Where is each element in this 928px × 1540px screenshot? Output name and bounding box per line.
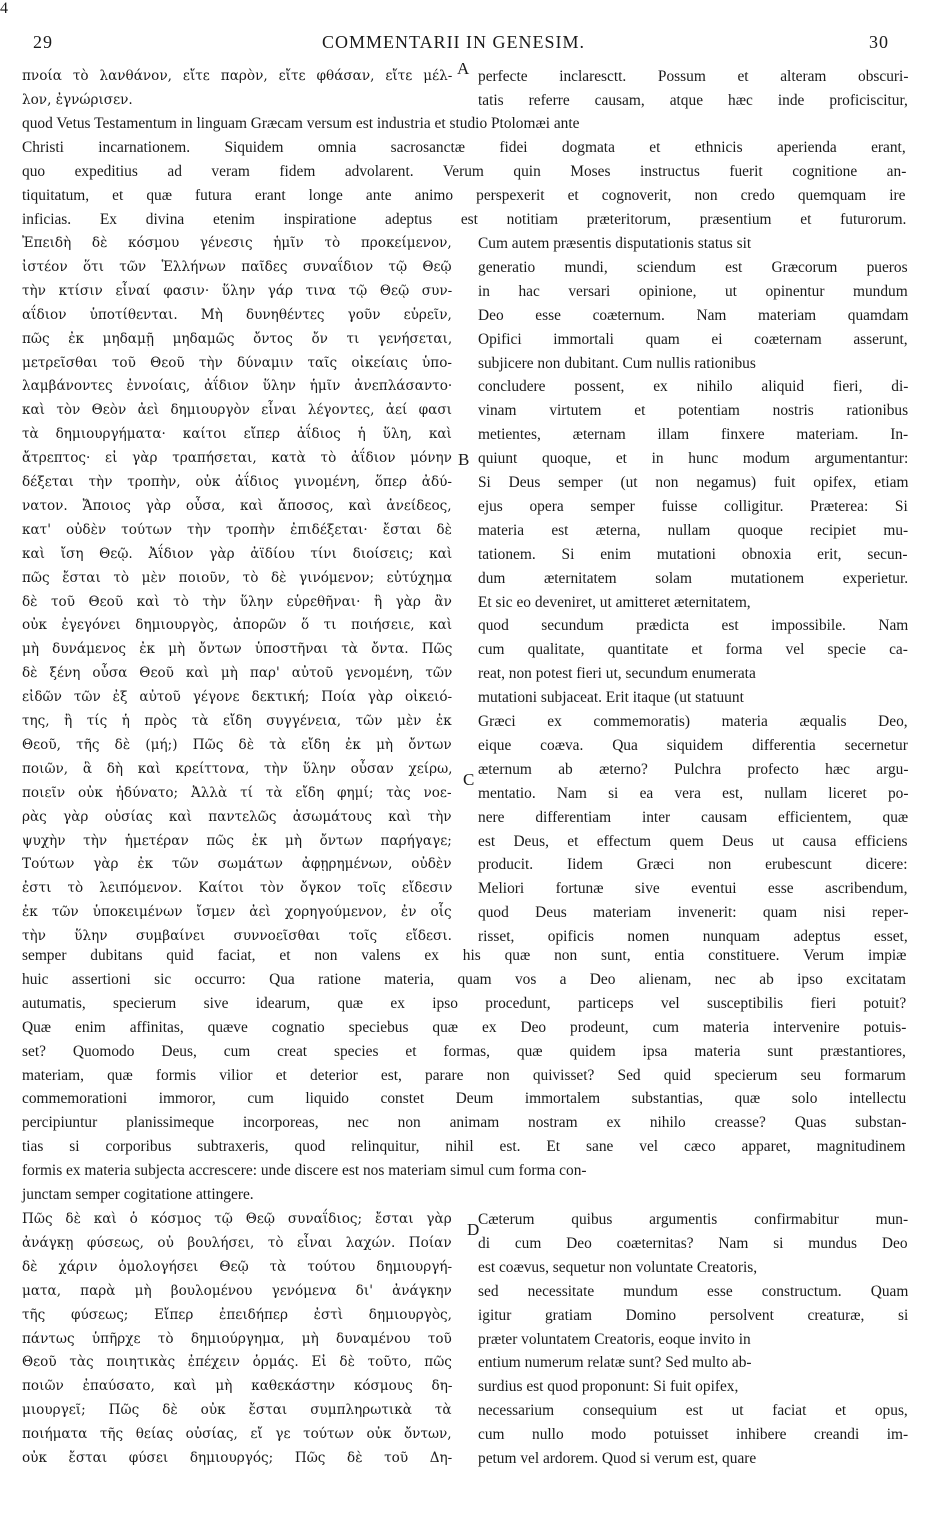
section2-greek-line: Θεοῦ τὰς ποιητικὰς ἐπέχειν ὁρμάς. Εἰ δὲ τοῦτο, πῶς bbox=[22, 1354, 452, 1371]
section1-latin-line: mentatio. Nam si ea vera est, nullam liceret po- bbox=[478, 784, 909, 802]
section1-latin-line: æternum ab æterno? Pulchra profecto hæc argu- bbox=[478, 760, 909, 778]
section1-greek-line: ψυχὴν τὴν ἡμετέραν πῶς ἐκ μὴ ὄντων παρήγαγε; bbox=[22, 832, 452, 849]
section1-greek-line: μετρεῖσθαι τοῦ Θεοῦ τὴν δύναμιν ταῖς οἰκείαις ὑπο- bbox=[22, 354, 452, 371]
section1-latin-line: Si Deus semper (ut non negamus) fuit opifex, etiam bbox=[478, 474, 909, 491]
section1-latin-full-line: autumatis, specierum sive idearum, quæ ex ipso procedunt, particeps vel susceptibilis fieri potuit? bbox=[22, 994, 907, 1012]
section2-greek-line: πάντως ὑπῆρχε τὸ δημιούργημα, μὴ δυναμένου τοῦ bbox=[22, 1330, 452, 1347]
section2-greek-line: ἀνάγκῃ φύσεως, οὐ βουλήσει, τὸ εἶναι λαχών. Ποίαν bbox=[22, 1234, 452, 1251]
section2-latin-line: Cæterum quibus argumentis confirmabitur mun- bbox=[478, 1211, 909, 1228]
section1-latin-line: mutationi subjaceat. Erit itaque (ut statuunt bbox=[478, 689, 744, 707]
section1-greek-line: Θεοῦ, τῆς δὲ (μή;) Πῶς δὲ τὰ εἴδη ἐκ μὴ ὄντων bbox=[22, 736, 452, 753]
section1-greek-line: καὶ ἴση Θεῷ. Ἀΐδιον γὰρ ἀϊδίου τίνι διοίσεις; καὶ bbox=[22, 545, 453, 562]
intro-greek-line: πνοία τὸ λανθάνον, εἴτε παρὸν, εἴτε φθάσαν, εἴτε μέλ- bbox=[22, 68, 453, 84]
section1-latin-line: Et sic eo deveniret, ut amitteret æternitatem, bbox=[478, 593, 751, 611]
section1-latin-full-line: commemorationi immoror, cum liquido constet Deum immortalem substantias, quæ solo intellectu bbox=[22, 1090, 907, 1108]
section2-greek-line: ποιήματα τῆς θείας οὐσίας, εἴ γε τούτων οὐκ ὄντων, bbox=[22, 1426, 452, 1443]
section1-latin-line: quod secundum prædicta est impossibile. Nam bbox=[478, 617, 909, 635]
section1-latin-line: quod Deus materiam invenerit: quam nisi reper- bbox=[478, 904, 909, 922]
section1-greek-line: εἰδῶν τῶν ἐξ αὐτοῦ γέγονε δεκτική; Ποία γὰρ οἰκειό- bbox=[22, 689, 453, 706]
section1-latin-line: concludere possent, ex nihilo aliquid fieri, di- bbox=[478, 378, 909, 396]
section1-greek-line: δὲ τοῦ Θεοῦ καὶ τὸ τὴν ὕλην εὑρεθῆναι· ἣ γὰρ ἂν bbox=[22, 593, 452, 610]
section2-latin-line: præter voluntatem Creatoris, eoque invito in bbox=[478, 1330, 751, 1348]
section1-latin-full-line: semper dubitans quid faciat, et non valens ex his quæ non sunt, entia constituere. Verum impiæ bbox=[22, 947, 907, 964]
margin-marker-b: B bbox=[458, 450, 470, 469]
section1-greek-line: πῶς ἔσται τὸ μὲν ποιοῦν, τὸ δὲ γινόμενον; εὐτύχημα bbox=[22, 569, 453, 586]
section1-latin-line: risset, opificis nomen nunquam adeptus esset, bbox=[478, 928, 908, 946]
section1-latin-full-line: set? Quomodo Deus, cum creat species et formas, quæ quidem ipsa materia sunt præstantiores, bbox=[22, 1042, 906, 1060]
section2-latin-line: entium numerum relatæ sunt? Sed multo ab- bbox=[478, 1354, 752, 1372]
section1-latin-line: Opifici immortali quam ei coæternam asserunt, bbox=[478, 330, 908, 348]
section1-greek-line: Τούτων γὰρ ἐκ τῶν σωμάτων ἀφῃρημένων, οὐδὲν bbox=[22, 856, 452, 873]
section1-latin-line: reat, non potest fieri ut, secundum enumerata bbox=[478, 665, 756, 683]
section2-latin-line: sed necessitate mundum esse constructum. Quam bbox=[478, 1282, 909, 1300]
book-page: 29 COMMENTARII IN GENESIM. 30 A B C D 4 πνοία τὸ λανθάνον, εἴτε παρὸν, εἴτε φθάσαν, εἴτε μέλ- λον, ἐγνώρισεν. perfecte inclaresctt. Possum et alteram obscuri- tatis referre causam, atque hæc inde proficiscitur, quod Vetus Testamentum in linguam Græcam versum est industria et studio Ptolomæi ante Christi incarnationem. Siquidem omnia sacrosanctæ fidei dogmata et ethnicis aperienda erant, quo expeditius ad veram fidem advolarent. Verum quin Moses instructus fuerit cognitione an- tiquitatum, et quæ futura erant longe ante animo perspexerit et cognoverit, non credo quemquam ire inficias. Ex divina etenim inspiratione adeptus est notitiam præteritorum, præsentium et futurorum. Ἐπειδὴ δὲ κόσμου γένεσις ἡμῖν τὸ προκείμενον, ἰστέον ὅτι τῶν Ἑλλήνων παῖδες συναΐδιον τῷ Θεῷ τὴν κτίσιν εἶναί φασιν· ὕλην γάρ τινα τῷ Θεῷ συν- αΐδιον ὑποτίθενται. Μὴ δυνηθέντες γοῦν εὑρεῖν, πῶς ἐκ μηδαμῇ μηδαμῶς ὄντος ὄν τι γενήσεται, μετρεῖσθαι τοῦ Θεοῦ τὴν δύναμιν ταῖς οἰκείαις ὑπο- λαμβάνοντες ἐννοίαις, ἀΐδιον ὕλην ἡμῖν ἀνεπλάσαντο· καὶ τὸν Θεὸν ἀεὶ δημιουργὸν εἶναι λέγοντες, ἀεί φασι τὰ δημιουργήματα· καίτοι εἴπερ ἀΐδιος ἡ ὕλη, καὶ ἄτρεπτος· εἰ γὰρ τραπήσεται, κατὰ τὸ ἀΐδιον μόνην δέξεται τὴν τροπὴν, οὐκ ἀΐδιος γινομένη, ὅπερ ἀδύ- νατον. Ἄποιος γὰρ οὖσα, καὶ ἄποσος, καὶ ἀνείδεος, κατ' οὐδὲν τούτων τὴν τροπὴν ἐπιδέξεται· ἔσται δὲ καὶ ἴση Θεῷ. Ἀΐδιον γὰρ ἀϊδίου τίνι διοίσεις; καὶ πῶς ἔσται τὸ μὲν ποιοῦν, τὸ δὲ γινόμενον; εὐτύχημα δὲ τοῦ Θεοῦ καὶ τὸ τὴν ὕλην εὑρεθῆναι· ἣ γὰρ ἂν οὐκ ἐγεγόνει δημιουργὸς, ἀπορῶν ὅ τι ποιήσειε, καὶ μὴ δυνάμενος ἐκ μὴ ὄντων ὑποστῆναι τὰ ὄντα. Πῶς δὲ ξένη οὖσα Θεοῦ καὶ μὴ παρ' αὐτοῦ γενομένη, τῶν εἰδῶν τῶν ἐξ αὐτοῦ γέγονε δεκτική; Ποία γὰρ οἰκειό- της, ἢ τίς ἡ πρὸς τὰ εἴδη συγγένεια, τῶν μὲν ἐκ Θεοῦ, τῆς δὲ (μή;) Πῶς δὲ τὰ εἴδη ἐκ μὴ ὄντων ποιῶν, ἃ δὴ καὶ κρείττονα, τὴν ὕλην οὖσαν χείρω, ποιεῖν οὐκ ἠδύνατο; Ἀλλὰ τί τὰ εἴδη φημί; τὰς νοε- ρὰς γὰρ οὐσίας καὶ παντελῶς ἀσωμάτους καὶ τὴν ψυχὴν τὴν ἡμετέραν πῶς ἐκ μὴ ὄντων παρήγαγε; Τούτων γὰρ ἐκ τῶν σωμάτων ἀφῃρημένων, οὐδὲν ἐστι τὸ λειπόμενον. Καίτοι τὸν ὄγκον τοῖς εἴδεσιν ἐκ τῶν ὑποκειμένων ἴσμεν ἀεὶ χορηγούμενον, ἐν οἷς τὴν ὕλην συμβαίνει συννοεῖσθαι τοῖς εἴδεσι. Cum autem præsentis disputationis status sit generatio mundi, sciendum est Græcorum pueros in hac versari opinione, ut opinentur mundum Deo esse coæternum. Nam materiam quamdam Opifici immortali quam ei coæternam asserunt, subjicere non dubitant. Cum nullis rationibus concludere possent, ex nihilo aliquid fieri, di- vinam virtutem et potentiam nostris rationibus metientes, æternam illam finxere materiam. In- quiunt quoque, et in hunc modum argumentantur: Si Deus semper (ut non negamus) fuit opifex, etiam ejus opera semper fuisse colligitur. Præterea: Si materia est æterna, nullam quoque recipiet mu- tationem. Si enim mutationi obnoxia erit, secun- dum æternitatem solam mutationem experietur. Et sic eo deveniret, ut amitteret æternitatem, quod secundum prædicta est impossibile. Nam cum qualitate, quantitate et forma vel specie ca- reat, non potest fieri ut, secundum enumerata mutationi subjaceat. Erit itaque (ut statuunt Græci ex commemoratis) materia æqualis Deo, eique coæva. Qua siquidem differentia secernetur æternum ab æterno? Pulchra profecto hæc argu- mentatio. Nam si ea vera est, nullam liceret po- nere differentiam inter causam efficientem, quæ est Deus, et effectum quem Deus ut causa efficiens producit. Iidem Græci non erubescunt dicere: Meliori fortunæ sive eventui esse ascribendum, quod Deus materiam invenerit: quam nisi reper- risset, opificis nomen nunquam adeptus esset, semper dubitans quid faciat, et non valens ex his quæ non sunt, entia constituere. Verum impiæ huic assertioni sic occurro: Qua ratione materia, quam vos a Deo alienam, nec ab ipso excitatam autumatis, specierum sive idearum, quæ ex ipso procedunt, particeps vel susceptibilis fieri potuit? Quæ enim affinitas, quæve cognatio speciebus quæ ex Deo prodeunt, cum materia intervenire potuis- set? Quomodo Deus, cum creat species et formas, quæ quidem ipsa materia sunt præstantiores, materiam, quæ formis vilior et deterior est, parare non quivisset? Sed quid specierum seu formarum commemorationi immoror, cum liquido constet Deum immortalem substantias, quæ solo intellectu percipiuntur planissimeque incorporeas, nec non animam nostram ex nihilo creasse? Quas substan- tias si corporibus subtraxeris, quod relinquitur, nihil est. Et sane vel cæco apparet, magnitudinem formis ex materia subjecta accrescere: unde discere est nos materiam simul cum forma con- junctam semper cogitatione attingere. Πῶς δὲ καὶ ὁ κόσμος τῷ Θεῷ συναΐδιος; ἔσται γὰρ ἀνάγκῃ φύσεως, οὐ βουλήσει, τὸ εἶναι λαχών. Ποίαν δὲ χάριν ὁμολογήσει Θεῷ τὰ τούτου δημιουργή- ματα, παρὰ μὴ βουλομένου γενόμενα δι' ἀνάγκην τῆς φύσεως; Εἴπερ ἐπειδήπερ ἐστὶ δημιουργὸς, πάντως ὑπῆρχε τὸ δημιούργημα, μὴ δυναμένου τοῦ Θεοῦ τὰς ποιητικὰς ἐπέχειν ὁρμάς. Εἰ δὲ τοῦτο, πῶς ποιῶν ἐπαύσατο, καὶ μὴ καθεκάστην κόσμους δη- μιουργεῖ; Πῶς δὲ οὐκ ἔσται συμπληρωτικὰ τὰ ποιήματα τῆς θείας οὐσίας, εἴ γε τούτων οὐκ ὄντων, οὐκ ἔσται φύσει δημιουργός; Πῶς δὲ τοῦ Δη- Cæterum quibus argumentis confirmabitur mun- di cum Deo coæternitas? Nam si mundus Deo est coævus, sequetur non voluntate Creatoris, sed necessitate mundum esse constructum. Quam igitur gratiam Domino persolvent creaturæ, si præter voluntatem Creatoris, eoque invito in entium numerum relatæ sunt? Sed multo ab- surdius est quod proponunt: Si fuit opifex, necessarium consequium est ut faciat et opus, cum nullo modo potuisset inhibere creandi im- petum vel ardorem. Quod si verum est, quare bbox=[0, 0, 928, 1540]
section1-latin-line: ejus opera semper fuisse colligitur. Præterea: Si bbox=[478, 497, 908, 515]
section1-latin-full-line: junctam semper cogitatione attingere. bbox=[22, 1186, 254, 1203]
margin-marker-a: A bbox=[457, 59, 470, 78]
intro-greek-line: λον, ἐγνώρισεν. bbox=[22, 91, 133, 108]
section1-greek-line: οὐκ ἐγεγόνει δημιουργὸς, ἀπορῶν ὅ τι ποιήσειε, καὶ bbox=[22, 617, 453, 634]
intro-latin-line: perfecte inclaresctt. Possum et alteram obscuri- bbox=[478, 68, 909, 85]
section1-latin-line: vinam virtutem et potentiam nostris rationibus bbox=[478, 402, 909, 420]
section1-latin-line: tationem. Si enim mutationi obnoxia erit, secun- bbox=[478, 545, 908, 563]
section1-greek-line: δέξεται τὴν τροπὴν, οὐκ ἀΐδιος γινομένη, ὅπερ ἀδύ- bbox=[22, 474, 452, 490]
left-page-number: 29 bbox=[33, 32, 53, 52]
intro-latin-full-line: quo expeditius ad veram fidem advolarent. Verum quin Moses instructus fuerit cognitione an- bbox=[22, 162, 907, 180]
running-title: COMMENTARII IN GENESIM. bbox=[322, 32, 586, 52]
section1-greek-line: ἐστι τὸ λειπόμενον. Καίτοι τὸν ὄγκον τοῖς εἴδεσιν bbox=[22, 880, 453, 897]
section1-greek-line: τὰ δημιουργήματα· καίτοι εἴπερ ἀΐδιος ἡ ὕλη, καὶ bbox=[22, 426, 452, 443]
section1-greek-line: καὶ τὸν Θεὸν ἀεὶ δημιουργὸν εἶναι λέγοντες, ἀεί φασι bbox=[22, 402, 452, 419]
section1-latin-full-line: materiam, quæ formis vilior et deterior est, parare non quivisset? Sed quid specierum seu formarum bbox=[22, 1066, 906, 1084]
section1-greek-line: λαμβάνοντες ἐννοίαις, ἀΐδιον ὕλην ἡμῖν ἀνεπλάσαντο· bbox=[22, 378, 453, 395]
section1-greek-line: κατ' οὐδὲν τούτων τὴν τροπὴν ἐπιδέξεται· ἔσται δὲ bbox=[22, 521, 452, 538]
margin-marker-d: D bbox=[467, 1220, 480, 1239]
section2-latin-line: igitur gratiam Domino persolvent creaturæ, si bbox=[478, 1306, 909, 1324]
section2-greek-line: οὐκ ἔσται φύσει δημιουργός; Πῶς δὲ τοῦ Δη- bbox=[22, 1450, 453, 1466]
section1-greek-line: ποιεῖν οὐκ ἠδύνατο; Ἀλλὰ τί τὰ εἴδη φημί; τὰς νοε- bbox=[22, 784, 452, 801]
section1-latin-line: producit. Iidem Græci non erubescunt dicere: bbox=[478, 856, 908, 874]
section1-greek-line: ἐκ τῶν ὑποκειμένων ἴσμεν ἀεὶ χορηγούμενον, ἐν οἷς bbox=[22, 904, 452, 921]
section2-latin-line: petum vel ardorem. Quod si verum est, quare bbox=[478, 1450, 757, 1467]
intro-latin-full-line: tiquitatum, et quæ futura erant longe ante animo perspexerit et cognoverit, non credo quemquam ire bbox=[22, 186, 906, 204]
section1-greek-line: τὴν κτίσιν εἶναί φασιν· ὕλην γάρ τινα τῷ Θεῷ συν- bbox=[22, 282, 453, 299]
section1-latin-full-line: percipiuntur planissimeque incorporeas, nec non animam nostram ex nihilo creasse? Quas substan- bbox=[22, 1114, 907, 1132]
section1-latin-line: Cum autem præsentis disputationis status sit bbox=[478, 235, 752, 252]
right-page-number: 30 bbox=[869, 32, 889, 52]
section1-greek-line: ποιῶν, ἃ δὴ καὶ κρείττονα, τὴν ὕλην οὖσαν χείρω, bbox=[22, 760, 453, 777]
section1-latin-line: materia est æterna, nullam quoque recipiet mu- bbox=[478, 521, 909, 539]
section1-greek-line: νατον. Ἄποιος γὰρ οὖσα, καὶ ἄποσος, καὶ ἀνείδεος, bbox=[22, 497, 452, 514]
section1-latin-line: metientes, æternam illam finxere materiam. In- bbox=[478, 426, 909, 444]
section1-greek-line: δὲ ξένη οὖσα Θεοῦ καὶ μὴ παρ' αὐτοῦ γενομένη, τῶν bbox=[22, 665, 453, 682]
intro-latin-full-line: quod Vetus Testamentum in linguam Græcam versum est industria et studio Ptolomæi ante bbox=[22, 115, 580, 132]
section2-greek-line: Πῶς δὲ καὶ ὁ κόσμος τῷ Θεῷ συναΐδιος; ἔσται γὰρ bbox=[22, 1211, 452, 1227]
section1-latin-line: Deo esse coæternum. Nam materiam quamdam bbox=[478, 306, 909, 324]
section1-greek-line: της, ἢ τίς ἡ πρὸς τὰ εἴδη συγγένεια, τῶν μὲν ἐκ bbox=[22, 713, 452, 729]
section1-greek-line: ἰστέον ὅτι τῶν Ἑλλήνων παῖδες συναΐδιον τῷ Θεῷ bbox=[22, 258, 452, 275]
section1-latin-full-line: tias si corporibus subtraxeris, quod relinquitur, nihil est. Et sane vel cæco apparet, magnitudinem bbox=[22, 1138, 906, 1156]
section1-latin-line: subjicere non dubitant. Cum nullis rationibus bbox=[478, 354, 756, 372]
section1-greek-line: πῶς ἐκ μηδαμῇ μηδαμῶς ὄντος ὄν τι γενήσεται, bbox=[22, 330, 453, 347]
section2-latin-line: est coævus, sequetur non voluntate Creatoris, bbox=[478, 1258, 758, 1276]
intro-latin-full-line: Christi incarnationem. Siquidem omnia sacrosanctæ fidei dogmata et ethnicis aperienda erant, bbox=[22, 138, 906, 156]
intro-latin-full-line: inficias. Ex divina etenim inspiratione adeptus est notitiam præteritorum, præsentium et futurorum. bbox=[22, 210, 907, 228]
section1-latin-line: nere differentiam inter causam efficientem, quæ bbox=[478, 808, 909, 826]
section1-latin-line: generatio mundi, sciendum est Græcorum pueros bbox=[478, 258, 908, 276]
section2-latin-line: di cum Deo coæternitas? Nam si mundus Deo bbox=[478, 1234, 908, 1252]
intro-latin-line: tatis referre causam, atque hæc inde proficiscitur, bbox=[478, 91, 908, 109]
margin-marker-c: C bbox=[463, 770, 475, 789]
section1-latin-line: quiunt quoque, et in hunc modum argumentantur: bbox=[478, 450, 909, 468]
section1-greek-line: τὴν ὕλην συμβαίνει συννοεῖσθαι τοῖς εἴδεσι. bbox=[22, 928, 452, 945]
section2-greek-line: ματα, παρὰ μὴ βουλομένου γενόμενα δι' ἀνάγκην bbox=[22, 1282, 452, 1299]
section1-greek-line: ρὰς γὰρ οὐσίας καὶ παντελῶς ἀσωμάτους καὶ τὴν bbox=[22, 808, 452, 825]
section1-greek-line: Ἐπειδὴ δὲ κόσμου γένεσις ἡμῖν τὸ προκείμενον, bbox=[22, 235, 452, 251]
section1-greek-line: αΐδιον ὑποτίθενται. Μὴ δυνηθέντες γοῦν εὑρεῖν, bbox=[22, 306, 452, 323]
section2-latin-line: surdius est quod proponunt: Si fuit opifex, bbox=[478, 1378, 739, 1396]
section2-greek-line: μιουργεῖ; Πῶς δὲ οὐκ ἔσται συμπληρωτικὰ τὰ bbox=[22, 1402, 452, 1419]
section2-latin-line: necessarium consequium est ut faciat et opus, bbox=[478, 1402, 908, 1420]
section1-latin-full-line: huic assertioni sic occurro: Qua ratione materia, quam vos a Deo alienam, nec ab ipso excitatam bbox=[22, 970, 906, 988]
section2-latin-line: cum nullo modo potuisset inhibere creandi im- bbox=[478, 1426, 909, 1444]
section1-latin-full-line: Quæ enim affinitas, quæve cognatio speciebus quæ ex Deo prodeunt, cum materia intervenire potuis- bbox=[22, 1018, 907, 1036]
section2-greek-line: τῆς φύσεως; Εἴπερ ἐπειδήπερ ἐστὶ δημιουργὸς, bbox=[22, 1306, 452, 1323]
section1-latin-line: cum qualitate, quantitate et forma vel specie ca- bbox=[478, 641, 908, 659]
section1-latin-line: Græci ex commemoratis) materia æqualis Deo, bbox=[478, 713, 908, 730]
section1-greek-line: ἄτρεπτος· εἰ γὰρ τραπήσεται, κατὰ τὸ ἀΐδιον μόνην bbox=[22, 450, 452, 467]
section1-latin-line: eique coæva. Qua siquidem differentia secernetur bbox=[478, 736, 908, 754]
section1-greek-line: μὴ δυνάμενος ἐκ μὴ ὄντων ὑποστῆναι τὰ ὄντα. Πῶς bbox=[22, 641, 453, 658]
section1-latin-full-line: formis ex materia subjecta accrescere: unde discere est nos materiam simul cum forma con- bbox=[22, 1162, 587, 1180]
section1-latin-line: dum æternitatem solam mutationem experietur. bbox=[478, 569, 909, 587]
section2-greek-line: ποιῶν ἐπαύσατο, καὶ μὴ καθεκάστην κόσμους δη- bbox=[22, 1378, 453, 1395]
section2-greek-line: δὲ χάριν ὁμολογήσει Θεῷ τὰ τούτου δημιουργή- bbox=[22, 1258, 453, 1275]
section1-latin-line: Meliori fortunæ sive eventui esse ascribendum, bbox=[478, 880, 908, 898]
section1-latin-line: est Deus, et effectum quem Deus ut causa efficiens bbox=[478, 832, 908, 850]
section1-latin-line: in hac versari opinione, ut opinentur mundum bbox=[478, 282, 908, 300]
